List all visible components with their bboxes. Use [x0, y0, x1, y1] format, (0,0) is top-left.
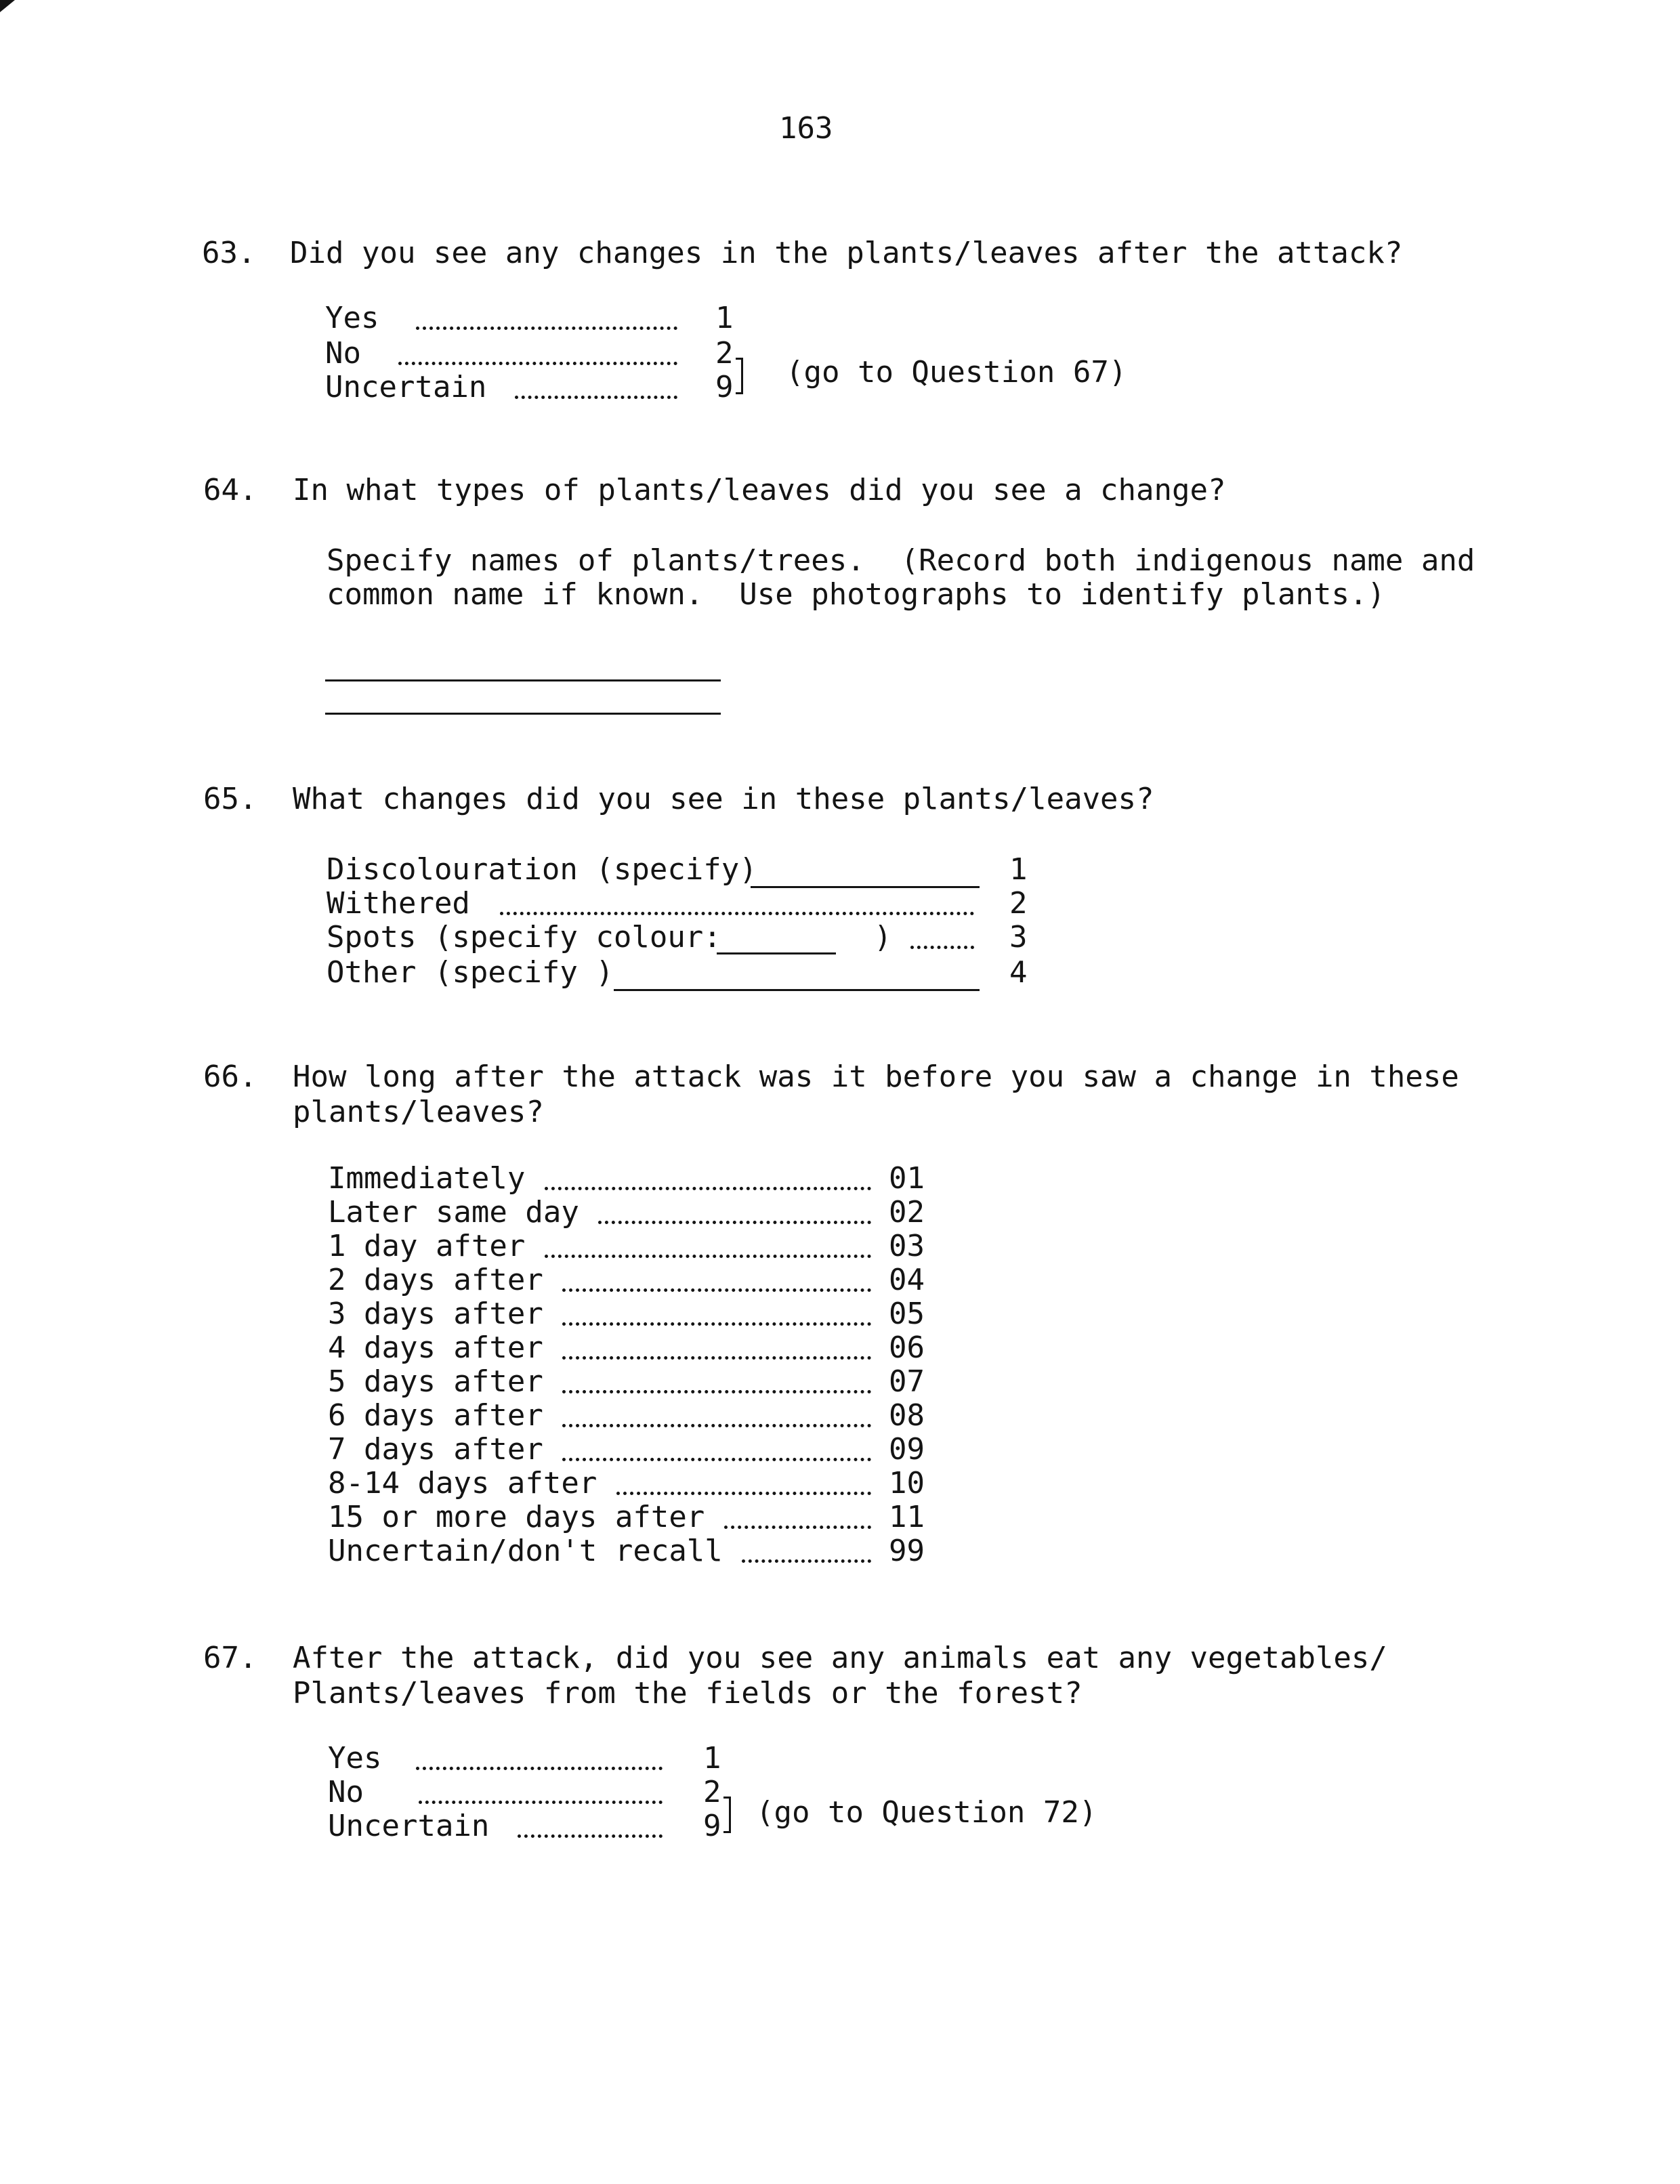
q67-option-no-label: No — [328, 1775, 364, 1809]
q66-option-label: 4 days after — [328, 1330, 543, 1365]
skip-bracket — [736, 358, 743, 394]
q64-instruction-line-1: Specify names of plants/trees. (Record both indigenous name and — [327, 543, 1475, 578]
q67-option-yes-code: 1 — [703, 1741, 721, 1776]
q67-option-uncertain-label: Uncertain — [328, 1809, 490, 1843]
leader-dots — [910, 946, 974, 949]
leader-dots — [416, 327, 677, 330]
q66-option-label: 6 days after — [328, 1398, 543, 1433]
q65-option-other-code: 4 — [1009, 955, 1028, 990]
leader-dots — [515, 396, 677, 399]
q65-option-discolouration-label: Discolouration (specify) — [327, 852, 757, 887]
q66-option-code: 01 — [889, 1161, 925, 1196]
q63-option-no-code: 2 — [715, 336, 734, 371]
q66-option-label: Uncertain/don't recall — [328, 1534, 723, 1568]
page-number: 163 — [779, 111, 833, 146]
q66-option-label: 3 days after — [328, 1297, 543, 1331]
q66-option-label: Immediately — [328, 1161, 526, 1196]
leader-dots — [562, 1458, 871, 1461]
q66-question-line-2: plants/leaves? — [293, 1095, 544, 1129]
q66-option-code: 05 — [889, 1297, 925, 1331]
leader-dots — [545, 1187, 872, 1190]
specify-line — [717, 952, 836, 954]
q65-option-spots-code: 3 — [1009, 920, 1028, 954]
q65-option-withered-label: Withered — [327, 886, 470, 921]
q66-option-code: 99 — [889, 1534, 925, 1568]
q65-option-other-label: Other (specify ) — [327, 955, 614, 990]
q66-option-code: 10 — [889, 1466, 925, 1500]
q66-option-code: 08 — [889, 1398, 925, 1433]
q63-option-no-label: No — [325, 336, 361, 371]
q65-option-withered-code: 2 — [1009, 886, 1028, 921]
q63-question: Did you see any changes in the plants/leaves after the attack? — [290, 236, 1403, 270]
q66-option-label: 7 days after — [328, 1432, 543, 1467]
q67-question-line-1: After the attack, did you see any animals eat any vegetables/ — [293, 1641, 1387, 1675]
q63-number: 63. — [202, 236, 256, 270]
leader-dots — [598, 1221, 871, 1224]
q64-answer-line — [325, 679, 721, 681]
q64-number: 64. — [203, 473, 257, 507]
q66-option-label: 2 days after — [328, 1263, 543, 1297]
q66-option-code: 03 — [889, 1229, 925, 1263]
q66-number: 66. — [203, 1059, 257, 1094]
leader-dots — [398, 362, 677, 365]
leader-dots — [562, 1390, 871, 1393]
q66-option-code: 07 — [889, 1364, 925, 1399]
q65-option-spots-label: Spots (specify colour: — [327, 920, 721, 954]
leader-dots — [562, 1322, 871, 1326]
specify-line — [614, 989, 980, 991]
q67-option-no-code: 2 — [703, 1775, 721, 1809]
q64-question: In what types of plants/leaves did you see a change? — [293, 473, 1226, 507]
leader-dots — [518, 1834, 663, 1838]
leader-dots — [724, 1526, 872, 1529]
q64-answer-line — [325, 713, 721, 715]
q65-number: 65. — [203, 782, 257, 816]
q66-option-label: 5 days after — [328, 1364, 543, 1399]
q63-option-uncertain-code: 9 — [715, 370, 734, 404]
q66-option-label: Later same day — [328, 1195, 579, 1230]
leader-dots — [562, 1424, 871, 1427]
leader-dots — [500, 912, 974, 915]
q64-instruction-line-2: common name if known. Use photographs to identify plants.) — [327, 577, 1385, 612]
q67-option-uncertain-code: 9 — [703, 1809, 721, 1843]
leader-dots — [419, 1801, 663, 1804]
q67-number: 67. — [203, 1641, 257, 1675]
q66-option-label: 8-14 days after — [328, 1466, 597, 1500]
q63-skip-instruction: (go to Question 67) — [786, 355, 1127, 390]
q66-option-label: 15 or more days after — [328, 1500, 705, 1534]
q66-option-code: 09 — [889, 1432, 925, 1467]
q65-question: What changes did you see in these plants/leaves? — [293, 782, 1154, 816]
leader-dots — [742, 1559, 871, 1563]
leader-dots — [545, 1255, 872, 1258]
q66-question-line-1: How long after the attack was it before you saw a change in these — [293, 1059, 1459, 1094]
leader-dots — [562, 1356, 871, 1360]
q63-option-uncertain-label: Uncertain — [325, 370, 487, 404]
leader-dots — [562, 1288, 871, 1292]
q66-option-label: 1 day after — [328, 1229, 526, 1263]
q66-option-code: 06 — [889, 1330, 925, 1365]
q65-option-discolouration-code: 1 — [1009, 852, 1028, 887]
leader-dots — [416, 1767, 663, 1770]
q67-question-line-2: Plants/leaves from the fields or the forest? — [293, 1676, 1083, 1710]
q63-option-yes-code: 1 — [715, 301, 734, 335]
q66-option-code: 04 — [889, 1263, 925, 1297]
q67-skip-instruction: (go to Question 72) — [756, 1795, 1097, 1830]
q66-option-code: 11 — [889, 1500, 925, 1534]
q65-option-spots-close-paren: ) — [874, 920, 892, 954]
specify-line — [751, 886, 980, 888]
scan-corner-mark — [0, 0, 15, 12]
q66-option-code: 02 — [889, 1195, 925, 1230]
leader-dots — [616, 1492, 872, 1495]
q63-option-yes-label: Yes — [325, 301, 379, 335]
q67-option-yes-label: Yes — [328, 1741, 382, 1776]
skip-bracket — [723, 1797, 731, 1833]
